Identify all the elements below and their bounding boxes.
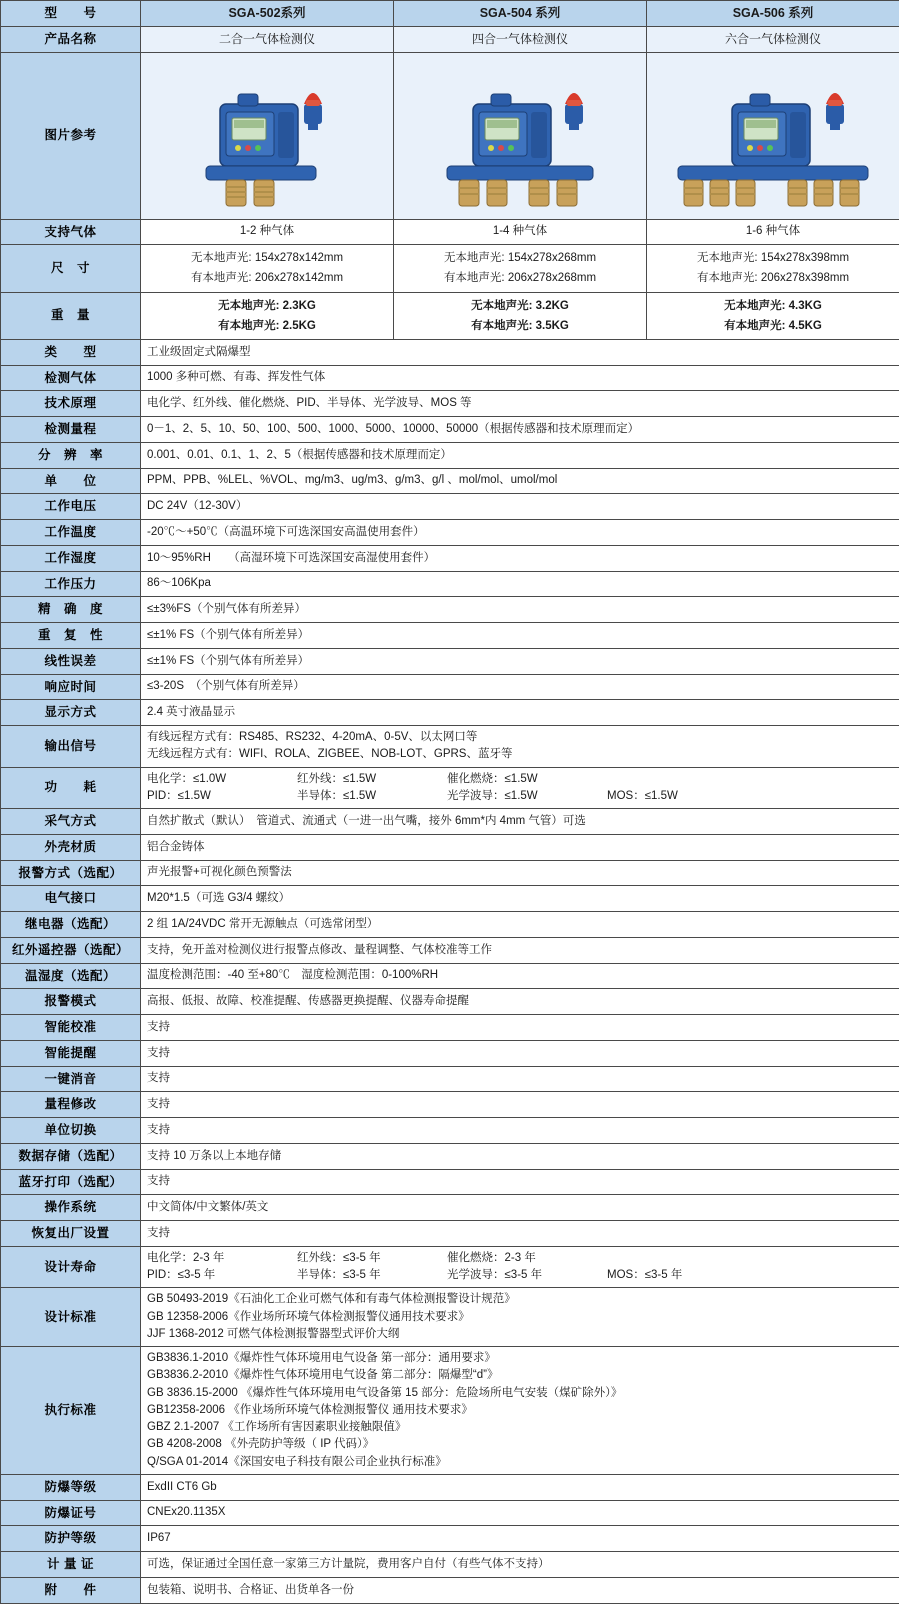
life-electrochemical: 电化学：2-3 年: [147, 1250, 297, 1267]
size-502-line1: 无本地声光: 154x278x142mm: [147, 248, 387, 268]
row-label-product-name: 产品名称: [1, 26, 141, 52]
support-gas-506: 1-6 种气体: [647, 219, 899, 245]
row-value-smart-reminder: 支持: [141, 1040, 899, 1066]
table-row-display: [1, 700, 899, 726]
row-label-factory-reset: 恢复出厂设置: [1, 1221, 141, 1247]
row-label-voltage: 工作电压: [1, 494, 141, 520]
design-standard-line-1: GB 50493-2019《石油化工企业可燃气体和有毒气体检测报警设计规范》: [147, 1291, 893, 1308]
table-row-relay-option: [1, 912, 899, 938]
execute-standard-line-2: GB3836.2-2010《爆炸性气体环境用电气设备 第二部分：隔爆型“d”》: [147, 1367, 893, 1384]
row-value-principle: 电化学、红外线、催化燃烧、PID、半导体、光学波导、MOS 等: [141, 391, 899, 417]
row-value-ex-cert: CNEx20.1135X: [141, 1500, 899, 1526]
table-row-execute-standard: [1, 1347, 899, 1475]
table-row-sampling: [1, 809, 899, 835]
size-504: [394, 245, 647, 292]
table-row-product-name: [1, 26, 899, 52]
row-value-work-pressure: 86～106Kpa: [141, 571, 899, 597]
row-value-ir-remote-option: 支持，免开盖对检测仪进行报警点修改、量程调整、气体校准等工作: [141, 937, 899, 963]
row-value-unit: PPM、PPB、%LEL、%VOL、mg/m3、ug/m3、g/m3、g/l 、mol/mol、umol/mol: [141, 468, 899, 494]
model-502: SGA-502系列: [141, 1, 394, 27]
row-label-model: 型 号: [1, 1, 141, 27]
table-row-ex-cert: [1, 1500, 899, 1526]
table-row-weight: [1, 292, 899, 339]
life-catalytic: 催化燃烧：2-3 年: [447, 1250, 607, 1267]
weight-506-line2: 有本地声光: 4.5KG: [653, 316, 893, 336]
row-label-accessories: 附 件: [1, 1577, 141, 1603]
output-line-1: 有线远程方式有：RS485、RS232、4-20mA、0-5V、以太网口等: [147, 729, 893, 746]
support-gas-502: 1-2 种气体: [141, 219, 394, 245]
row-label-work-humidity: 工作湿度: [1, 545, 141, 571]
table-row-size: [1, 245, 899, 292]
table-row-os: [1, 1195, 899, 1221]
row-value-accessories: 包装箱、说明书、合格证、出货单各一份: [141, 1577, 899, 1603]
weight-504-line2: 有本地声光: 3.5KG: [400, 316, 640, 336]
row-label-ex-cert: 防爆证号: [1, 1500, 141, 1526]
row-label-temp-humid-option: 温湿度（选配）: [1, 963, 141, 989]
row-value-response: ≤3-20S （个别气体有所差异）: [141, 674, 899, 700]
power-optical-waveguide: 光学波导：≤1.5W: [447, 788, 607, 805]
row-value-ip-grade: IP67: [141, 1526, 899, 1552]
weight-506: [647, 292, 899, 339]
table-row-accessories: [1, 1577, 899, 1603]
life-mos: MOS：≤3-5 年: [607, 1267, 757, 1284]
row-label-display: 显示方式: [1, 700, 141, 726]
row-label-ex-grade: 防爆等级: [1, 1474, 141, 1500]
model-506: SGA-506 系列: [647, 1, 899, 27]
row-value-range-modify: 支持: [141, 1092, 899, 1118]
table-row-ir-remote-option: [1, 937, 899, 963]
table-row-voltage: [1, 494, 899, 520]
life-infrared: 红外线：≤3-5 年: [297, 1250, 447, 1267]
table-row-data-storage-option: [1, 1143, 899, 1169]
row-label-accuracy: 精 确 度: [1, 597, 141, 623]
row-value-shell: 铝合金铸体: [141, 834, 899, 860]
table-row-one-key-mute: [1, 1066, 899, 1092]
table-row-image-reference: [1, 52, 899, 219]
table-row-alarm-mode-option: [1, 860, 899, 886]
row-label-design-life: 设计寿命: [1, 1246, 141, 1288]
row-value-range: 0－1、2、5、10、50、100、500、1000、5000、10000、50000（根据传感器和技术原理而定）: [141, 417, 899, 443]
row-value-execute-standard: [141, 1347, 899, 1475]
table-row-bluetooth-print-option: [1, 1169, 899, 1195]
row-value-smart-calibration: 支持: [141, 1015, 899, 1041]
table-row-linearity: [1, 648, 899, 674]
design-life-line-2: [147, 1267, 893, 1284]
execute-standard-line-1: GB3836.1-2010《爆炸性气体环境用电气设备 第一部分：通用要求》: [147, 1350, 893, 1367]
table-row-principle: [1, 391, 899, 417]
size-506: [647, 245, 899, 292]
table-row-alarm-patterns: [1, 989, 899, 1015]
table-row-work-pressure: [1, 571, 899, 597]
row-label-weight: 重 量: [1, 292, 141, 339]
row-label-design-standard: 设计标准: [1, 1288, 141, 1347]
table-row-repeatability: [1, 623, 899, 649]
row-label-response: 响应时间: [1, 674, 141, 700]
weight-502-line2: 有本地声光: 2.5KG: [147, 316, 387, 336]
row-value-os: 中文简体/中文繁体/英文: [141, 1195, 899, 1221]
row-label-data-storage-option: 数据存储（选配）: [1, 1143, 141, 1169]
row-value-design-life: [141, 1246, 899, 1288]
device-image-504: [394, 52, 647, 219]
row-label-sampling: 采气方式: [1, 809, 141, 835]
row-label-ir-remote-option: 红外遥控器（选配）: [1, 937, 141, 963]
product-name-504: 四合一气体检测仪: [394, 26, 647, 52]
weight-502-line1: 无本地声光: 2.3KG: [147, 296, 387, 316]
weight-504-line1: 无本地声光: 3.2KG: [400, 296, 640, 316]
row-value-bluetooth-print-option: 支持: [141, 1169, 899, 1195]
size-504-line2: 有本地声光: 206x278x268mm: [400, 268, 640, 288]
row-label-execute-standard: 执行标准: [1, 1347, 141, 1475]
row-label-unit-switch: 单位切换: [1, 1118, 141, 1144]
table-row-metering-cert: [1, 1552, 899, 1578]
table-row-ex-grade: [1, 1474, 899, 1500]
table-row-accuracy: [1, 597, 899, 623]
row-label-output: 输出信号: [1, 726, 141, 768]
row-label-repeatability: 重 复 性: [1, 623, 141, 649]
row-label-range: 检测量程: [1, 417, 141, 443]
row-label-relay-option: 继电器（选配）: [1, 912, 141, 938]
power-mos: MOS：≤1.5W: [607, 788, 757, 805]
table-row-type: [1, 339, 899, 365]
row-label-work-temp: 工作温度: [1, 520, 141, 546]
row-label-image-reference: 图片参考: [1, 52, 141, 219]
table-row-smart-reminder: [1, 1040, 899, 1066]
model-504: SGA-504 系列: [394, 1, 647, 27]
row-label-one-key-mute: 一键消音: [1, 1066, 141, 1092]
row-value-output: [141, 726, 899, 768]
row-label-size: 尺 寸: [1, 245, 141, 292]
execute-standard-line-7: Q/SGA 01-2014《深国安电子科技有限公司企业执行标准》: [147, 1454, 893, 1471]
row-value-unit-switch: 支持: [141, 1118, 899, 1144]
table-row-ip-grade: [1, 1526, 899, 1552]
row-value-resolution: 0.001、0.01、0.1、1、2、5（根据传感器和技术原理而定）: [141, 442, 899, 468]
row-value-alarm-mode-option: 声光报警+可视化颜色预警法: [141, 860, 899, 886]
row-label-unit: 单 位: [1, 468, 141, 494]
row-value-data-storage-option: 支持 10 万条以上本地存储: [141, 1143, 899, 1169]
row-value-detect-gas: 1000 多种可燃、有毒、挥发性气体: [141, 365, 899, 391]
table-row-detect-gas: [1, 365, 899, 391]
table-row-factory-reset: [1, 1221, 899, 1247]
product-name-506: 六合一气体检测仪: [647, 26, 899, 52]
row-value-ex-grade: ExdII CT6 Gb: [141, 1474, 899, 1500]
row-label-smart-calibration: 智能校准: [1, 1015, 141, 1041]
table-row-resolution: [1, 442, 899, 468]
row-label-support-gas: 支持气体: [1, 219, 141, 245]
size-502-line2: 有本地声光: 206x278x142mm: [147, 268, 387, 288]
row-value-repeatability: ≤±1% FS（个别气体有所差异）: [141, 623, 899, 649]
power-line-1: [147, 771, 893, 788]
row-label-linearity: 线性误差: [1, 648, 141, 674]
table-row-range: [1, 417, 899, 443]
table-row-temp-humid-option: [1, 963, 899, 989]
row-value-work-humidity: 10～95%RH （高湿环境下可选深国安高湿使用套件）: [141, 545, 899, 571]
row-label-power: 功 耗: [1, 767, 141, 809]
row-value-temp-humid-option: 温度检测范围：-40 至+80℃ 湿度检测范围：0-100%RH: [141, 963, 899, 989]
row-label-ip-grade: 防护等级: [1, 1526, 141, 1552]
row-label-metering-cert: 计 量 证: [1, 1552, 141, 1578]
execute-standard-line-5: GBZ 2.1-2007 《工作场所有害因素职业接触限值》: [147, 1419, 893, 1436]
gas-detector-6in1-illustration: [658, 56, 888, 211]
support-gas-504: 1-4 种气体: [394, 219, 647, 245]
table-row-work-temp: [1, 520, 899, 546]
table-row-shell: [1, 834, 899, 860]
table-row-range-modify: [1, 1092, 899, 1118]
gas-detector-2in1-illustration: [182, 56, 352, 211]
execute-standard-line-3: GB 3836.15-2000 《爆炸性气体环境用电气设备第 15 部分：危险场所电气安装（煤矿除外）》: [147, 1385, 893, 1402]
life-semiconductor: 半导体：≤3-5 年: [297, 1267, 447, 1284]
table-row-design-life: [1, 1246, 899, 1288]
design-life-line-1: [147, 1250, 893, 1267]
size-506-line1: 无本地声光: 154x278x398mm: [653, 248, 893, 268]
row-label-shell: 外壳材质: [1, 834, 141, 860]
weight-504: [394, 292, 647, 339]
row-label-range-modify: 量程修改: [1, 1092, 141, 1118]
table-row-work-humidity: [1, 545, 899, 571]
size-504-line1: 无本地声光: 154x278x268mm: [400, 248, 640, 268]
size-506-line2: 有本地声光: 206x278x398mm: [653, 268, 893, 288]
row-value-factory-reset: 支持: [141, 1221, 899, 1247]
output-line-2: 无线远程方式有：WIFI、ROLA、ZIGBEE、NOB-LOT、GPRS、蓝牙等: [147, 746, 893, 763]
table-row-response: [1, 674, 899, 700]
row-value-electrical-interface: M20*1.5（可选 G3/4 螺纹）: [141, 886, 899, 912]
row-value-power: [141, 767, 899, 809]
row-value-one-key-mute: 支持: [141, 1066, 899, 1092]
design-standard-line-3: JJF 1368-2012 可燃气体检测报警器型式评价大纲: [147, 1326, 893, 1343]
size-502: [141, 245, 394, 292]
row-label-alarm-mode-option: 报警方式（选配）: [1, 860, 141, 886]
weight-502: [141, 292, 394, 339]
table-row-power: [1, 767, 899, 809]
table-row-unit-switch: [1, 1118, 899, 1144]
row-label-detect-gas: 检测气体: [1, 365, 141, 391]
table-row-electrical-interface: [1, 886, 899, 912]
life-pid: PID：≤3-5 年: [147, 1267, 297, 1284]
product-name-502: 二合一气体检测仪: [141, 26, 394, 52]
row-value-display: 2.4 英寸液晶显示: [141, 700, 899, 726]
weight-506-line1: 无本地声光: 4.3KG: [653, 296, 893, 316]
row-label-smart-reminder: 智能提醒: [1, 1040, 141, 1066]
execute-standard-line-6: GB 4208-2008 《外壳防护等级（ IP 代码）》: [147, 1436, 893, 1453]
row-value-linearity: ≤±1% FS（个别气体有所差异）: [141, 648, 899, 674]
power-infrared: 红外线：≤1.5W: [297, 771, 447, 788]
table-row-model: [1, 1, 899, 27]
row-label-resolution: 分 辨 率: [1, 442, 141, 468]
row-label-bluetooth-print-option: 蓝牙打印（选配）: [1, 1169, 141, 1195]
table-row-smart-calibration: [1, 1015, 899, 1041]
power-semiconductor: 半导体：≤1.5W: [297, 788, 447, 805]
table-row-design-standard: [1, 1288, 899, 1347]
table-row-support-gas: [1, 219, 899, 245]
power-line-2: [147, 788, 893, 805]
execute-standard-line-4: GB12358-2006 《作业场所环境气体检测报警仪 通用技术要求》: [147, 1402, 893, 1419]
row-label-electrical-interface: 电气接口: [1, 886, 141, 912]
row-label-os: 操作系统: [1, 1195, 141, 1221]
power-electrochemical: 电化学：≤1.0W: [147, 771, 297, 788]
table-row-output: [1, 726, 899, 768]
gas-detector-4in1-illustration: [425, 56, 615, 211]
row-value-voltage: DC 24V（12-30V）: [141, 494, 899, 520]
device-image-506: [647, 52, 899, 219]
power-catalytic: 催化燃烧：≤1.5W: [447, 771, 607, 788]
row-value-relay-option: 2 组 1A/24VDC 常开无源触点（可选常闭型）: [141, 912, 899, 938]
row-value-sampling: 自然扩散式（默认） 管道式、流通式（一进一出气嘴，接外 6mm*内 4mm 气管）可选: [141, 809, 899, 835]
row-value-alarm-patterns: 高报、低报、故障、校准提醒、传感器更换提醒、仪器寿命提醒: [141, 989, 899, 1015]
row-value-design-standard: [141, 1288, 899, 1347]
row-value-type: 工业级固定式隔爆型: [141, 339, 899, 365]
row-label-type: 类 型: [1, 339, 141, 365]
row-label-work-pressure: 工作压力: [1, 571, 141, 597]
row-value-metering-cert: 可选，保证通过全国任意一家第三方计量院，费用客户自付（有些气体不支持）: [141, 1552, 899, 1578]
row-value-work-temp: -20℃～+50℃（高温环境下可选深国安高温使用套件）: [141, 520, 899, 546]
row-label-alarm-patterns: 报警模式: [1, 989, 141, 1015]
power-pid: PID：≤1.5W: [147, 788, 297, 805]
row-label-principle: 技术原理: [1, 391, 141, 417]
design-standard-line-2: GB 12358-2006《作业场所环境气体检测报警仪通用技术要求》: [147, 1309, 893, 1326]
row-value-accuracy: ≤±3%FS（个别气体有所差异）: [141, 597, 899, 623]
table-row-unit: [1, 468, 899, 494]
life-optical-waveguide: 光学波导：≤3-5 年: [447, 1267, 607, 1284]
device-image-502: [141, 52, 394, 219]
